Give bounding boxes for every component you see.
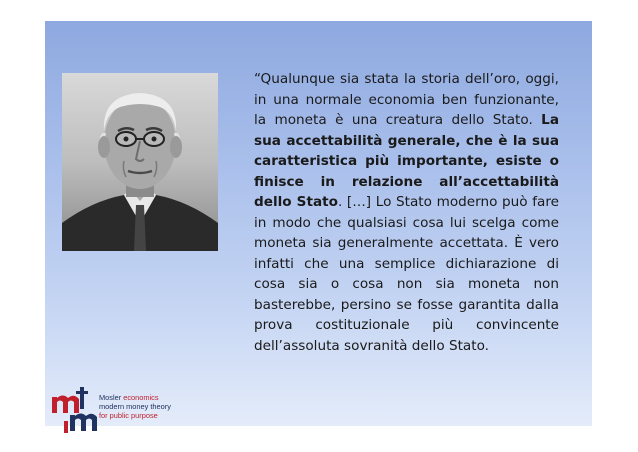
portrait-photo xyxy=(62,73,218,251)
logo-text-public-purpose: for public purpose xyxy=(99,411,158,420)
quote-part-1: “Qualunque sia stata la storia dell’oro, oggi, in una normale economia ben funzionante, la moneta è una creatura dello Stato. xyxy=(254,71,559,128)
logo-text-mmt: modern money theory xyxy=(99,402,171,411)
mmt-logo-icon xyxy=(50,385,98,435)
quote-text xyxy=(254,69,559,356)
mosler-economics-logo xyxy=(50,385,178,437)
logo-text-mosler: Mosler xyxy=(99,393,124,402)
quote-part-2: . […] Lo Stato moderno può fare in modo che qualsiasi cosa lui scelga come moneta sia generalmente accettata. È vero infatti che una semplice dichiarazione di cosa sia o cosa non sia moneta non basterebbe, persino se fosse garantita dalla prova costituzionale più convincente dell’assoluta sovranità dello Stato. xyxy=(254,194,560,354)
logo-text-economics: economics xyxy=(123,393,159,402)
quote-bold-part: La sua accettabilità generale, che è la sua caratteristica più importante, esiste o finisce in relazione all’accettabilità dello Stato xyxy=(254,112,559,210)
